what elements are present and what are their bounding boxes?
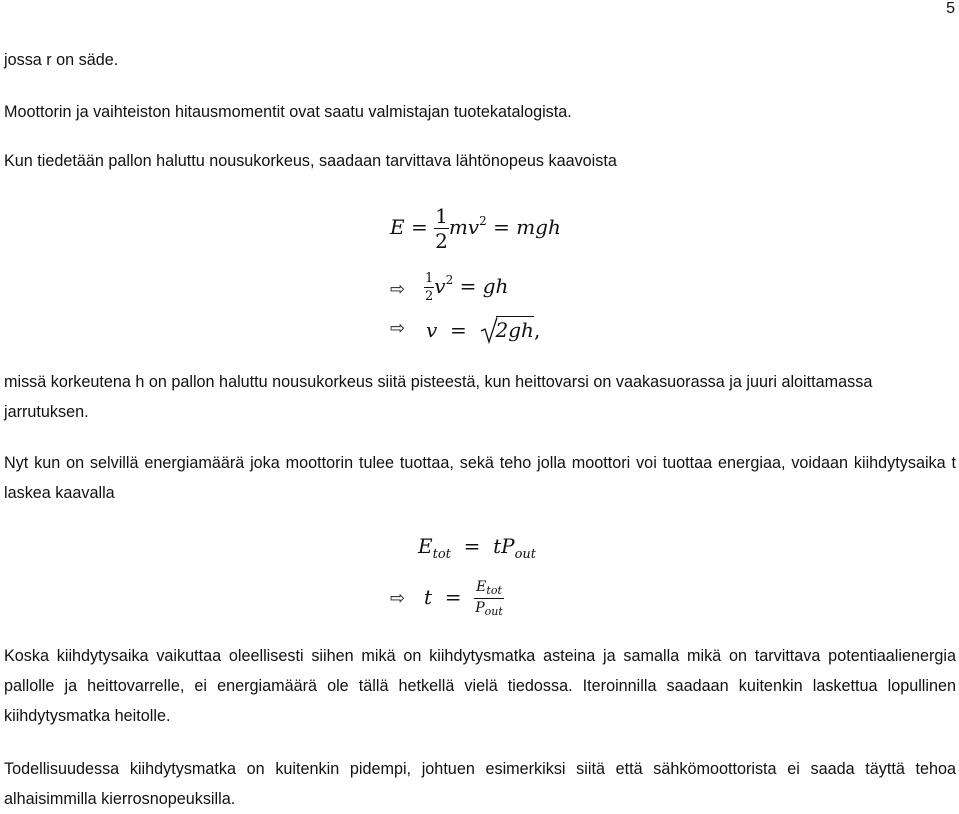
paragraph-inertia: Moottorin ja vaihteiston hitausmomentit ovat saatu valmistajan tuotekatalogista. — [4, 103, 572, 121]
paragraph-initial-velocity: Kun tiedetään pallon haluttu nousukorkeus, saadaan tarvittava lähtönopeus kaavoista — [4, 152, 617, 170]
equation-total-energy: $E_{tot} = tP_{out}$ — [418, 534, 537, 562]
paragraph-radius: jossa r on säde. — [4, 51, 119, 69]
equation-energy: E = $\frac{1}{2}$ $mv^2$ = mgh — [390, 204, 561, 253]
implies-icon: ⇨ — [390, 318, 406, 339]
square-root: 2gh — [480, 318, 534, 342]
implies-icon: ⇨ — [390, 588, 406, 609]
paragraph-acceleration-time: Nyt kun on selvillä energiamäärä joka moottorin tulee tuottaa, sekä teho jolla moottori voi tuottaa energiaa, voidaan kiihdytysaika t laskea kaavalla — [4, 454, 956, 502]
equation-time: t = $\frac{E_{tot}}{P_{out}}$ — [424, 579, 503, 618]
equation-half-v-squared: $\frac{1}{2}$ $v^2$ = gh — [425, 271, 509, 304]
page-number: 5 — [946, 0, 955, 17]
paragraph-reality: Todellisuudessa kiihdytysmatka on kuitenkin pidempi, johtuen esimerkiksi siitä että sähkömoottorista ei saada täyttä tehoa alhaisimmilla kierrosnopeuksilla. — [4, 760, 956, 808]
implies-icon: ⇨ — [390, 279, 406, 300]
equation-velocity: v = 2gh, — [426, 318, 541, 342]
paragraph-iteration: Koska kiihdytysaika vaikuttaa oleellisesti siihen mikä on kiihdytysmatka asteina ja samalla mikä on tarvittava potentiaalienergia pallolle ja heittovarrelle, ei energiamäärä ole tällä hetkellä vielä tiedossa. Iteroinnilla saadaan kuitenkin laskettua lopullinen kiihdytysmatka heitolle. — [4, 647, 956, 725]
paragraph-height-definition: missä korkeutena h on pallon haluttu nousukorkeus siitä pisteestä, kun heittovarsi on vaakasuorassa ja juuri aloittamassa jarrutuksen. — [4, 373, 873, 421]
